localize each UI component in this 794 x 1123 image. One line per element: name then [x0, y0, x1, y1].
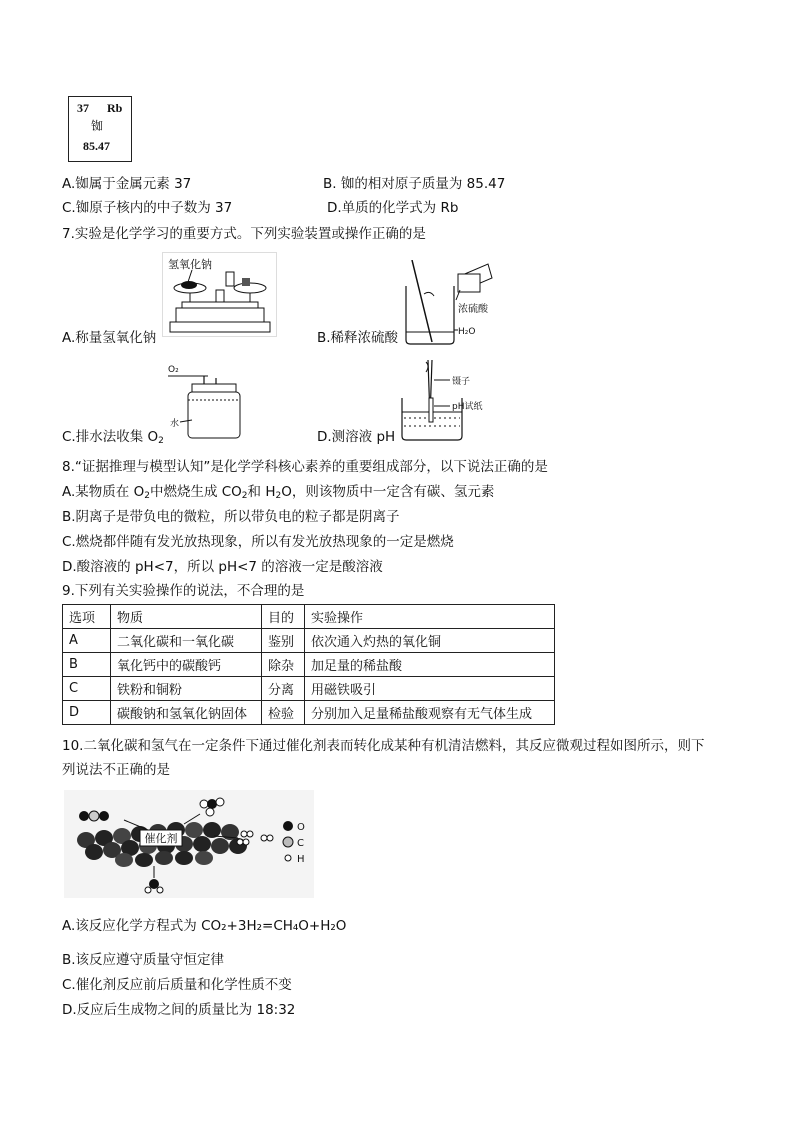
- q10-stem-line1: 10.二氧化碳和氢气在一定条件下通过催化剂表而转化成某种有机清洁燃料，其反应微观过程如图所示，则下: [62, 738, 705, 754]
- table-row: [63, 629, 555, 653]
- gas-collection-illustration: [166, 360, 242, 442]
- table-row: [63, 677, 555, 701]
- q7-option-a: A.称量氢氧化钠: [62, 330, 157, 346]
- q6-option-b: B. 铷的相对原子质量为 85.47: [323, 176, 506, 192]
- table-cell: C: [63, 677, 111, 701]
- table-cell: 二氧化碳和一氧化碳: [111, 629, 262, 653]
- q7-option-d: D.测溶液 pH: [317, 429, 396, 445]
- q10-stem-line2: 列说法不正确的是: [62, 762, 170, 778]
- table-cell: 除杂: [262, 653, 305, 677]
- table-cell: 分离: [262, 677, 305, 701]
- q8-option-a: A.某物质在 $O_2$中燃烧生成 $CO_2$和 $H_2O$，则该物质中一定含有碳、氢元素: [62, 484, 495, 501]
- table-cell: 依次通入灼热的氧化铜: [305, 629, 555, 653]
- header-purpose: 目的: [262, 605, 305, 629]
- oxygen-label: O₂: [168, 365, 179, 375]
- catalyst-label: 催化剂: [144, 832, 178, 845]
- q6-option-a: A.铷属于金属元素 37: [62, 176, 192, 192]
- legend-o: O: [297, 822, 305, 833]
- legend-h: H: [297, 854, 305, 865]
- catalyst-reaction-diagram: [64, 790, 314, 898]
- header-operation: 实验操作: [305, 605, 555, 629]
- element-symbol: Rb: [107, 101, 123, 115]
- table-cell: 检验: [262, 701, 305, 725]
- atomic-mass: 85.47: [83, 139, 110, 153]
- element-name: 铷: [91, 119, 104, 133]
- table-row: [63, 653, 555, 677]
- q7-option-b: B.稀释浓硫酸: [317, 330, 399, 346]
- table-cell: 分别加入足量稀盐酸观察有无气体生成: [305, 701, 555, 725]
- table-cell: D: [63, 701, 111, 725]
- legend-c: C: [297, 838, 304, 849]
- table-cell: 铁粉和铜粉: [111, 677, 262, 701]
- q8-option-c: C.燃烧都伴随有发光放热现象，所以有发光放热现象的一定是燃烧: [62, 534, 454, 550]
- dilution-illustration: [402, 260, 494, 346]
- q6-option-d: D.单质的化学式为 Rb: [327, 200, 459, 216]
- tweezers-label: 镊子: [452, 377, 471, 387]
- table-cell: B: [63, 653, 111, 677]
- q8-option-d: D.酸溶液的 pH<7，所以 pH<7 的溶液一定是酸溶液: [62, 559, 383, 575]
- experiment-table: [62, 604, 555, 725]
- header-substance: 物质: [111, 605, 262, 629]
- table-cell: 氧化钙中的碳酸钙: [111, 653, 262, 677]
- balance-illustration: [162, 252, 278, 338]
- q10-option-d: D.反应后生成物之间的质量比为 18:32: [62, 1002, 296, 1018]
- acid-label: 浓硫酸: [458, 304, 488, 315]
- table-header-row: [63, 605, 555, 629]
- q6-option-c: C.铷原子核内的中子数为 37: [62, 200, 233, 216]
- ph-paper-label: pH试纸: [452, 402, 483, 412]
- q7-stem: 7.实验是化学学习的重要方式。下列实验装置或操作正确的是: [62, 226, 426, 242]
- naoh-label: 氢氧化钠: [168, 258, 212, 271]
- table-cell: 碳酸钠和氢氧化钠固体: [111, 701, 262, 725]
- table-row: [63, 701, 555, 725]
- atomic-number: 37: [77, 101, 89, 115]
- q7-option-c: C.排水法收集 $O_2$: [62, 429, 164, 446]
- q10-option-a: A.该反应化学方程式为 CO₂+3H₂=CH₄O+H₂O: [62, 918, 347, 934]
- header-option: 选项: [63, 605, 111, 629]
- table-cell: 加足量的稀盐酸: [305, 653, 555, 677]
- water-c-label: 水: [170, 419, 180, 429]
- q8-option-b: B.阴离子是带负电的微粒，所以带负电的粒子都是阴离子: [62, 509, 400, 525]
- table-cell: 鉴别: [262, 629, 305, 653]
- table-cell: 用磁铁吸引: [305, 677, 555, 701]
- q10-option-b: B.该反应遵守质量守恒定律: [62, 952, 225, 968]
- q9-stem: 9.下列有关实验操作的说法，不合理的是: [62, 583, 305, 599]
- water-label: H₂O: [458, 327, 476, 337]
- element-tile: [68, 96, 132, 162]
- q10-option-c: C.催化剂反应前后质量和化学性质不变: [62, 977, 292, 993]
- table-cell: A: [63, 629, 111, 653]
- q8-stem: 8.“证据推理与模型认知”是化学学科核心素养的重要组成部分，以下说法正确的是: [62, 459, 548, 475]
- ph-test-illustration: [396, 358, 494, 442]
